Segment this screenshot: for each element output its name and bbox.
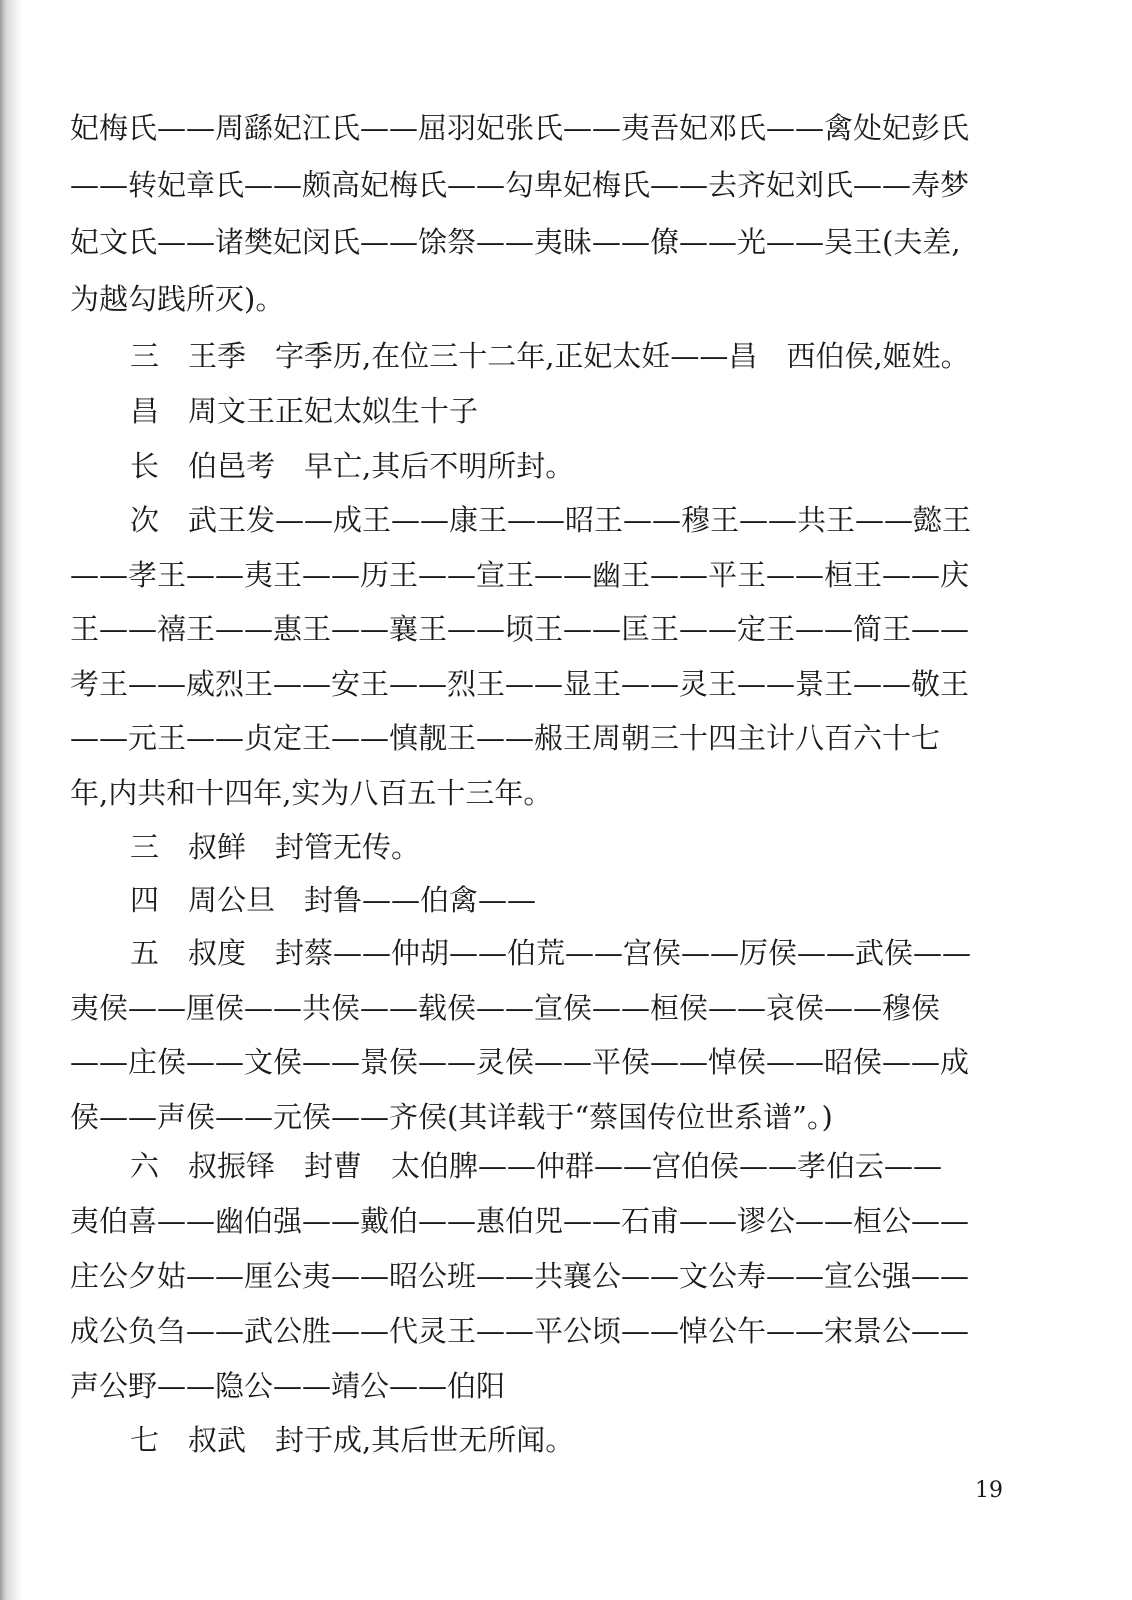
text-line-20: 六 叔振铎 封曹 太伯脾——仲群——宫伯侯——孝伯云——	[130, 1149, 943, 1183]
text-line-18: ——庄侯——文侯——景侯——灵侯——平侯——悼侯——昭侯——成	[70, 1045, 970, 1079]
text-line-25: 七 叔武 封于成,其后世无所闻。	[130, 1423, 575, 1457]
text-line-4: 为越勾践所灭)。	[70, 282, 285, 316]
text-line-9: ——孝王——夷王——历王——宣王——幽王——平王——桓王——庆	[70, 558, 970, 592]
text-line-19: 侯——声侯——元侯——齐侯(其详载于“蔡国传位世系谱”。)	[70, 1100, 833, 1134]
text-line-14: 三 叔鲜 封管无传。	[130, 830, 421, 864]
text-line-21: 夷伯喜——幽伯强——戴伯——惠伯兕——石甫——谬公——桓公——	[70, 1204, 970, 1238]
text-line-11: 考王——威烈王——安王——烈王——显王——灵王——景王——敬王	[70, 667, 970, 701]
text-line-3: 妃文氏——诸樊妃闵氏——馀祭——夷昧——僚——光——吴王(夫差,	[70, 225, 961, 259]
text-line-22: 庄公夕姑——厘公夷——昭公班——共襄公——文公寿——宣公强——	[70, 1259, 970, 1293]
text-line-23: 成公负刍——武公胜——代灵王——平公顷——悼公午——宋景公——	[70, 1314, 970, 1348]
text-line-16: 五 叔度 封蔡——仲胡——伯荒——宫侯——厉侯——武侯——	[130, 936, 972, 970]
text-line-13: 年,内共和十四年,实为八百五十三年。	[70, 776, 553, 810]
text-line-6: 昌 周文王正妃太姒生十子	[130, 394, 479, 428]
page-number: 19	[975, 1478, 1003, 1503]
text-line-17: 夷侯——厘侯——共侯——载侯——宣侯——桓侯——哀侯——穆侯	[70, 991, 941, 1025]
text-line-2: ——转妃章氏——颇高妃梅氏——勾卑妃梅氏——去齐妃刘氏——寿梦	[70, 168, 970, 202]
text-line-15: 四 周公旦 封鲁——伯禽——	[130, 883, 537, 917]
text-line-8: 次 武王发——成王——康王——昭王——穆王——共王——懿王	[130, 503, 972, 537]
scan-shadow-edge	[0, 0, 22, 1600]
text-line-5: 三 王季 字季历,在位三十二年,正妃太妊——昌 西伯侯,姬姓。	[130, 339, 970, 373]
text-line-1: 妃梅氏——周繇妃江氏——屈羽妃张氏——夷吾妃邓氏——禽处妃彭氏	[70, 111, 970, 145]
text-line-10: 王——禧王——惠王——襄王——顷王——匡王——定王——简王——	[70, 612, 970, 646]
text-line-24: 声公野——隐公——靖公——伯阳	[70, 1369, 506, 1403]
text-line-7: 长 伯邑考 早亡,其后不明所封。	[130, 449, 575, 483]
text-line-12: ——元王——贞定王——慎靓王——赧王周朝三十四主计八百六十七	[70, 721, 941, 755]
